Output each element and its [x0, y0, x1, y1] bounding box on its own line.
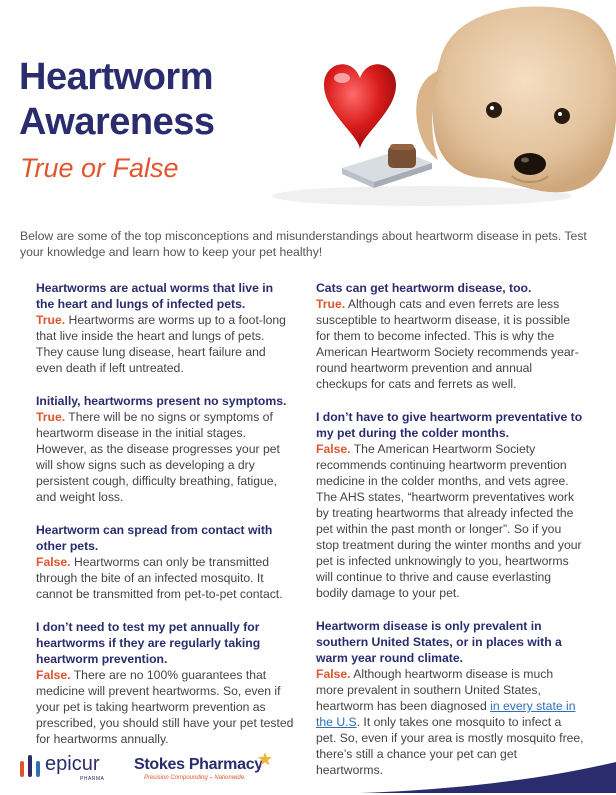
fact-text: [36, 667, 294, 747]
page-subtitle: True or False: [20, 153, 179, 183]
epicur-wordmark: epicur: [45, 753, 100, 775]
fact-heading: Cats can get heartworm disease, too.: [316, 281, 532, 295]
stokes-star-icon: [258, 752, 272, 766]
fact-item: [36, 619, 294, 747]
dog-photo: [416, 7, 616, 193]
fact-text: [316, 441, 584, 601]
page-title: [19, 55, 214, 145]
heart-icon: [324, 64, 396, 150]
fact-heading: Heartworm can spread from contact with other pets.: [36, 523, 273, 553]
fact-heading: Heartworm disease is only prevalent in southern United States, or in places with a warm year round climate.: [316, 619, 562, 665]
verdict-label: True.: [316, 297, 346, 311]
hero-illustration: [262, 0, 616, 212]
fact-body-after: . It only takes one mosquito to infect a pet. So, even if your area is mostly mosquito free, there’s still a chance your pet can get heartworms.: [316, 715, 584, 777]
stokes-tagline: Precision Compounding – Nationwide.: [144, 775, 246, 781]
stokes-wordmark: Stokes Pharmacy: [134, 756, 263, 773]
fact-body: Heartworms can only be transmitted through the bite of an infected mosquito. It cannot be transmitted from pet-to-pet contact.: [36, 555, 283, 601]
fact-item: [316, 409, 584, 601]
epicur-logo: [18, 753, 118, 783]
fact-body: Although cats and even ferrets are less susceptible to heartworm disease, it is possible for them to become infected. This is why the American Heartworm Society recommends year-round heartworm prevention and annual checkups for cats and ferrets as well.: [316, 297, 579, 391]
fact-text: [36, 409, 294, 505]
floor-shadow: [272, 186, 572, 206]
fact-text: [316, 296, 584, 392]
fact-heading: Heartworms are actual worms that live in the heart and lungs of infected pets.: [36, 281, 274, 311]
title-line-1: Heartworm: [19, 56, 213, 98]
verdict-label: False.: [316, 442, 351, 456]
fact-item: [36, 522, 294, 602]
fact-heading: Initially, heartworms present no symptoms.: [36, 394, 287, 408]
fact-body: Heartworms are worms up to a foot-long that live inside the heart and lungs of pets. They cause lung disease, heart failure and even death if left untreated.: [36, 313, 286, 375]
fact-item: [36, 280, 294, 376]
verdict-label: False.: [316, 667, 351, 681]
epicur-mark-icon: [18, 753, 42, 781]
fact-body: There will be no signs or symptoms of heartworm disease in the initial stages. However, as the disease progresses your pet will show signs such as developing a dry persistent cough, difficulty breathing, fatigue, and weight loss.: [36, 410, 280, 504]
fact-body: The American Heartworm Society recommends continuing heartworm prevention medicine in the colder months, and vets agree. The AHS states, “heartworm preventatives work by treating heartworms that already infected the pet within the past month or longer”. So if you stop treatment during the winter months and your pet is infected unknowingly to you, heartworms will continue to thrive and cause everlasting bodily damage to your pet.: [316, 442, 582, 600]
intro-text: Below are some of the top misconceptions and misunderstandings about heartworm disease in pets. Test your knowledge and learn how to keep your pet healthy!: [20, 229, 587, 259]
heartworm-map-link[interactable]: in every state in the U.S: [316, 699, 576, 729]
fact-text: [36, 312, 294, 376]
fact-item: [316, 280, 584, 392]
treat-pack-icon: [342, 144, 432, 188]
fact-item: [36, 393, 294, 505]
fact-text: [36, 554, 294, 602]
right-column: [316, 280, 584, 795]
stokes-logo: [134, 752, 274, 786]
verdict-label: True.: [36, 410, 66, 424]
fact-item: [316, 618, 584, 778]
title-line-2: Awareness: [19, 101, 215, 143]
fact-body: There are no 100% guarantees that medicine will prevent heartworms. So, even if your pet is taking heartworm prevention as prescribed, you should still have your pet tested for heartworms annually.: [36, 668, 294, 746]
epicur-sub: PHARMA: [80, 776, 105, 782]
verdict-label: False.: [36, 555, 71, 569]
fact-heading: I don’t need to test my pet annually for heartworms if they are regularly taking heartworm prevention.: [36, 620, 261, 666]
verdict-label: False.: [36, 668, 71, 682]
verdict-label: True.: [36, 313, 66, 327]
fact-heading: I don’t have to give heartworm preventative to my pet during the colder months.: [316, 410, 583, 440]
fact-body-before: Although heartworm disease is much more prevalent in southern United States, heartworm has been diagnosed: [316, 667, 554, 713]
left-column: [36, 280, 294, 764]
